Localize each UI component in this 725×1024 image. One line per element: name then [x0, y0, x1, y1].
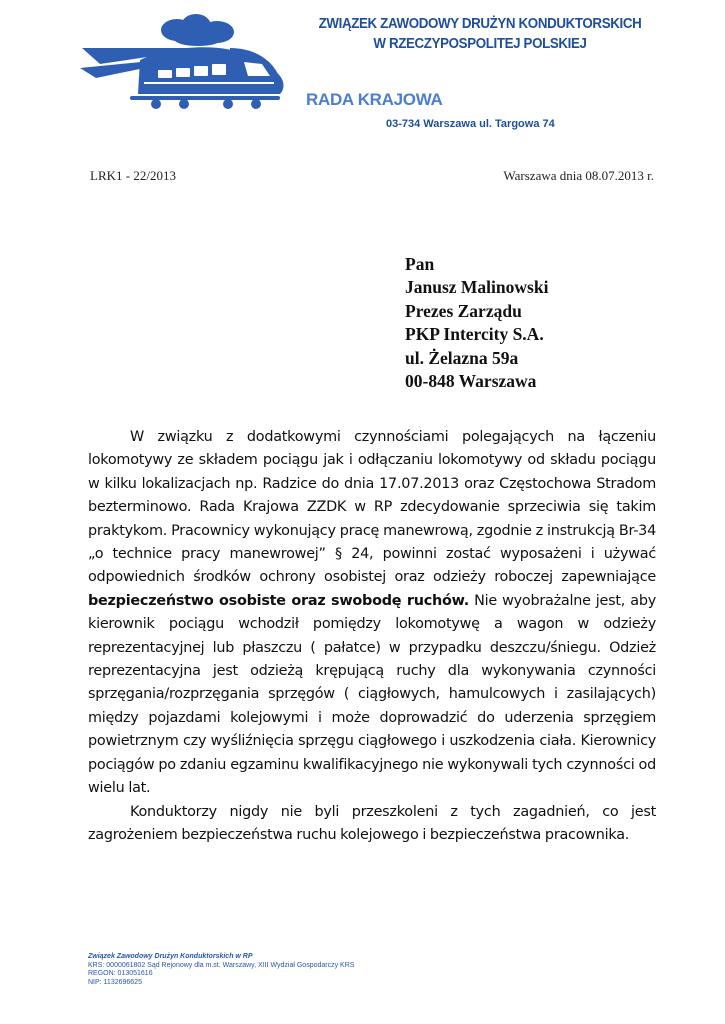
train-logo-icon — [80, 12, 295, 112]
org-name-line2: W RZECZYPOSPOLITEJ POLSKIEJ — [373, 36, 587, 52]
council-name: RADA KRAJOWA — [306, 90, 443, 109]
footer-krs: KRS: 0000061802 Sąd Rejonowy dla m.st. Warszawy, XIII Wydział Gospodarczy KRS — [88, 961, 355, 969]
recipient-line: Pan — [405, 254, 435, 274]
letter-date: Warszawa dnia 08.07.2013 r. — [503, 168, 654, 183]
footer-nip: NIP: 1132696625 — [88, 978, 142, 986]
body-text: Nie wyobrażalne jest, aby kierownik pociągu wchodził pomiędzy lokomotywę a wagon w odzieży reprezentacyjnej lub płaszczu ( pałatce) w przypadku deszczu/śniegu. Odzież reprezentacyjna jest odzieżą krępującą ruchy dla wykonywania czynności sprzęgania/rozprzęgania sprzęgów ( ciągłowych, hamulcowych i zasilających) między pojazdami kolejowymi i może doprowadzić do uderzenia sprzęgiem powietrznym czy wyśliźnięcia sprzęgu ciągłowego i uszkodzenia ciała. Kierownicy pociągów po zdaniu egzaminu kwalifikacyjnego nie wykonywali tych czynności od wielu lat. — [88, 592, 656, 797]
organization-address: 03-734 Warszawa ul. Targowa 74 — [386, 118, 555, 130]
letter-body — [88, 426, 656, 847]
footer — [88, 953, 354, 987]
recipient-line: 00-848 Warszawa — [405, 371, 537, 392]
body-paragraph — [88, 426, 656, 801]
recipient-line: PKP Intercity S.A. — [405, 324, 544, 345]
organization-name — [314, 14, 645, 54]
recipient-line: Janusz Malinowski — [405, 277, 549, 298]
body-emphasis: bezpieczeństwo osobiste oraz swobodę ruchów. — [88, 592, 469, 609]
footer-org-name: Związek Zawodowy Drużyn Konduktorskich w RP — [88, 953, 253, 960]
recipient-block — [405, 253, 548, 393]
body-text: W związku z dodatkowymi czynnościami polegających na łączeniu lokomotywy ze składem pociągu jak i odłączaniu lokomotywy od składu pociągu w kilku lokalizacjach np. Radzice do dnia 17.07.2013 oraz Częstochowa Stradom bezterminowo. Rada Krajowa ZZDK w RP zdecydowanie sprzeciwia się takim praktykom. Pracownicy wykonujący pracę manewrową, zgodnie z instrukcją Br-34 „o technice pracy manewrowej” § 24, powinni zostać wyposażeni i używać odpowiednich środków ochrony osobistej oraz odzieży roboczej zapewniające — [88, 429, 656, 586]
footer-regon: REGON: 013051616 — [88, 970, 153, 978]
org-name-line1: ZWIĄZEK ZAWODOWY DRUŻYN KONDUKTORSKICH — [318, 16, 642, 32]
recipient-line: ul. Żelazna 59a — [405, 347, 519, 368]
reference-number: LRK1 - 22/2013 — [90, 168, 176, 183]
body-paragraph: Konduktorzy nigdy nie byli przeszkoleni z tych zagadnień, co jest zagrożeniem bezpieczeństwa ruchu kolejowego i bezpieczeństwa pracownika. — [88, 803, 656, 843]
recipient-line: Prezes Zarządu — [405, 300, 522, 321]
